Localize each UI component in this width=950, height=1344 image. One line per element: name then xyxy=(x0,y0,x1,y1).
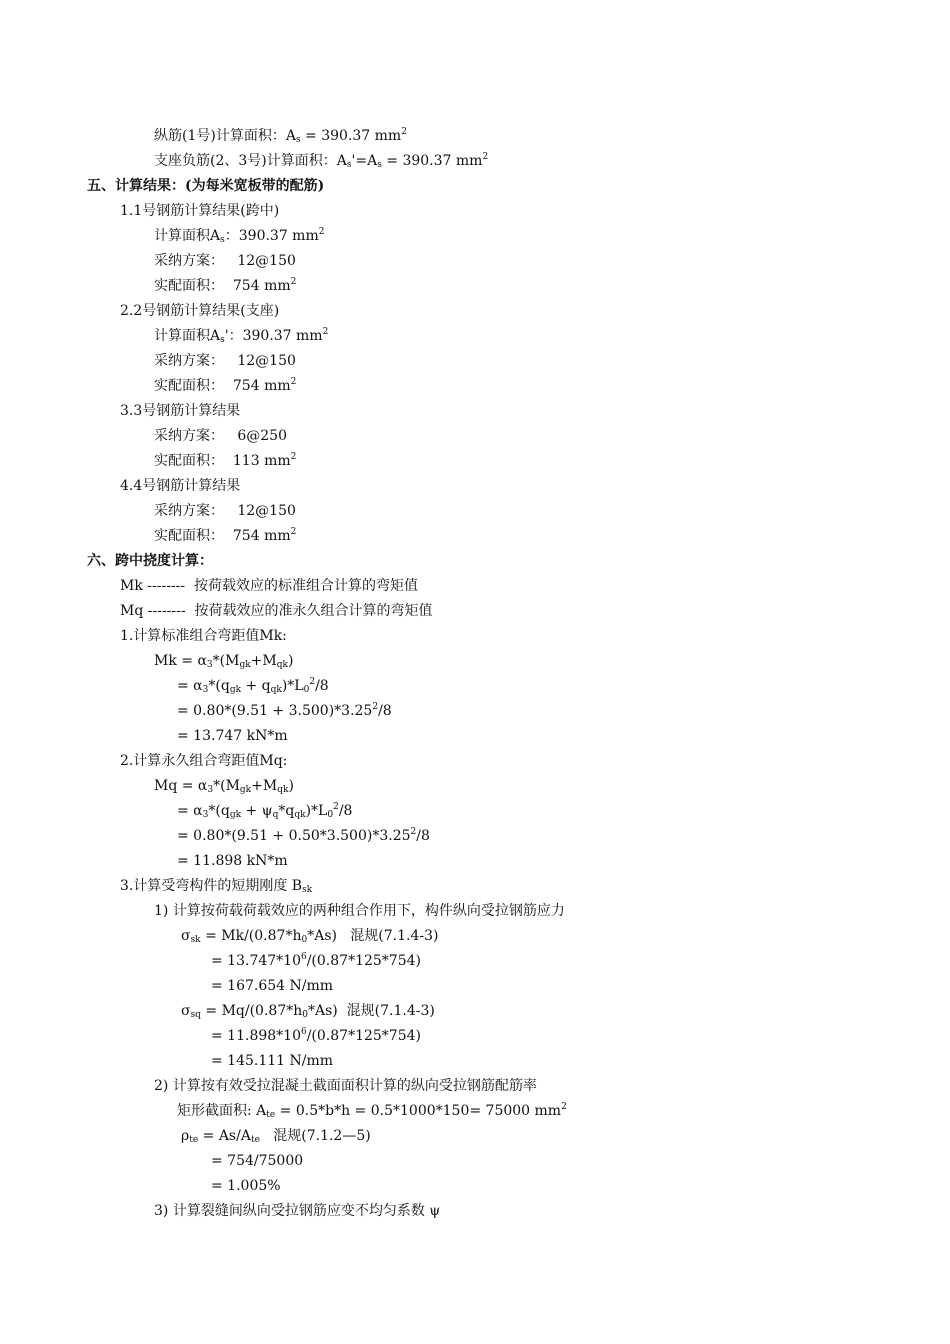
text-line: 计算面积$A_s$：390.37 $mm^2$ xyxy=(154,227,325,245)
subsection-heading: 1.计算标准组合弯距值Mk: xyxy=(120,628,287,644)
section-heading: 五、计算结果：(为每米宽板带的配筋) xyxy=(87,178,325,194)
text-line: 采纳方案： 6@250 xyxy=(154,428,287,444)
formula-line: 矩形截面积: $A_{te} = 0.5*b*h = 0.5*1000*150= 75000$ $mm^2$ xyxy=(177,1102,567,1120)
formula-line: = 145.111 N/mm xyxy=(211,1053,334,1069)
text-line: 计算面积$A_s'$：390.37 $mm^2$ xyxy=(154,327,329,345)
text-line: 支座负筋(2、3号)计算面积：$A_s'=A_s = 390.37$ $mm^2$ xyxy=(154,152,489,170)
formula-line: $Mq = \alpha_3*(M_{gk}+M_{qk})$ xyxy=(154,778,294,795)
formula-line: = $\alpha_3*(q_{gk} + \psi_q*q_{qk})*L_0^2/8$ xyxy=(177,802,353,820)
formula-line: = $0.80*(9.51 + 3.500)*3.25^2/8$ xyxy=(177,702,392,719)
subsection-heading: 3.3号钢筋计算结果 xyxy=(120,403,241,419)
formula-line: = 1.005% xyxy=(211,1178,281,1194)
text-line: 采纳方案： 12@150 xyxy=(154,353,296,369)
formula-line: = 167.654 N/mm xyxy=(211,978,334,994)
formula-line: = 13.747 kN*m xyxy=(177,728,288,744)
formula-line: = $13.747*10^6/(0.87*125*754)$ xyxy=(211,952,421,969)
formula-line: $Mk = \alpha_3*(M_{gk}+M_{qk})$ xyxy=(154,653,294,670)
formula-line: $\rho_{te} = As/A_{te}$ 混规(7.1.2—5) xyxy=(181,1128,371,1145)
subsection-heading: 2.计算永久组合弯距值Mq: xyxy=(120,753,288,769)
subsection-heading: 4.4号钢筋计算结果 xyxy=(120,478,241,494)
text-line: Mq -------- 按荷载效应的准永久组合计算的弯矩值 xyxy=(120,603,433,619)
text-line: 实配面积： 113 $mm^2$ xyxy=(154,452,297,469)
text-line: Mk -------- 按荷载效应的标准组合计算的弯矩值 xyxy=(120,578,419,594)
text-line: 纵筋(1号)计算面积：$A_s = 390.37$ $mm^2$ xyxy=(154,127,407,145)
subsection-heading: 1.1号钢筋计算结果(跨中) xyxy=(120,203,280,219)
formula-line: = $\alpha_3*(q_{gk} + q_{qk})*L_0^2/8$ xyxy=(177,677,329,695)
formula-line: = $11.898*10^6/(0.87*125*754)$ xyxy=(211,1027,421,1044)
text-line: 采纳方案： 12@150 xyxy=(154,503,296,519)
formula-line: $\sigma_{sk} = Mk/(0.87*h_0*As)$ 混规(7.1.4-3) xyxy=(181,928,439,945)
formula-line: = $0.80*(9.51 + 0.50*3.500)*3.25^2/8$ xyxy=(177,827,430,844)
text-line: 2) 计算按有效受拉混凝土截面面积计算的纵向受拉钢筋配筋率 xyxy=(154,1078,537,1094)
text-line: 实配面积： 754 $mm^2$ xyxy=(154,377,297,394)
section-heading: 六、跨中挠度计算： xyxy=(87,553,213,569)
formula-line: $\sigma_{sq} = Mq/(0.87*h_0*As)$ 混规(7.1.4-3) xyxy=(181,1003,435,1020)
text-line: 实配面积： 754 $mm^2$ xyxy=(154,277,297,294)
subsection-heading: 2.2号钢筋计算结果(支座) xyxy=(120,303,280,319)
text-line: 实配面积： 754 $mm^2$ xyxy=(154,527,297,544)
formula-line: = 11.898 kN*m xyxy=(177,853,288,869)
subsection-heading: 3.计算受弯构件的短期刚度 $B_{sk}$ xyxy=(120,878,313,895)
formula-line: = 754/75000 xyxy=(211,1153,304,1169)
text-line: 1) 计算按荷载荷载效应的两种组合作用下，构件纵向受拉钢筋应力 xyxy=(154,903,565,919)
text-line: 3) 计算裂缝间纵向受拉钢筋应变不均匀系数 ψ xyxy=(154,1203,441,1219)
text-line: 采纳方案： 12@150 xyxy=(154,253,296,269)
